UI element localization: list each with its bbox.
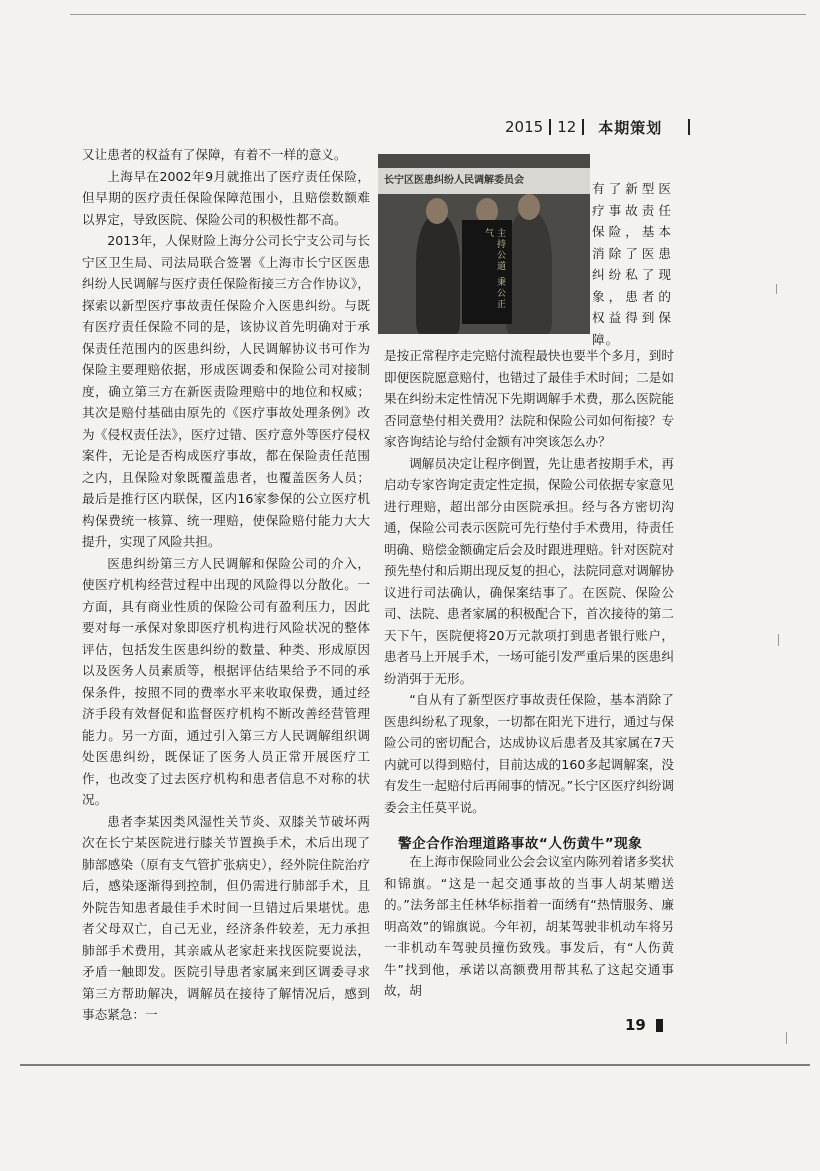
- page-number-text: 19: [625, 1016, 646, 1034]
- header-divider: [582, 119, 584, 135]
- header-year: 2015: [505, 118, 544, 136]
- header-divider: [549, 119, 551, 135]
- bottom-rule: [20, 1064, 810, 1066]
- header-end-bar: [688, 119, 690, 135]
- header-issue: 12: [557, 118, 577, 136]
- page-number: [625, 1016, 663, 1034]
- silk-banner: 主持公道 秉公正气: [462, 220, 512, 324]
- left-column: [82, 144, 370, 1026]
- section-heading: 警企合作治理道路事故“人伤黄牛”现象: [398, 836, 643, 852]
- photo-person-right: [506, 212, 552, 334]
- paragraph: 是按正常程序走完赔付流程最快也要半个多月，到时即便医院愿意赔付，也错过了最佳手术时间；二是如果在纠纷未定性情况下先期调解手术费，那么医院能否同意垫付相关费用？法院和保险公司如何衔接？专家咨询结论与给付金额有冲突该怎么办？: [384, 348, 674, 449]
- photo-head-right: [518, 194, 540, 220]
- article-photo: [378, 154, 590, 334]
- paragraph: “自从有了新型医疗事故责任保险，基本消除了医患纠纷私了现象，一切都在阳光下进行，通过与保险公司的密切配合，达成协议后患者及其家属在7天内就可以得到赔付，目前达成的160多起调解案，没有发生一起赔付后再闹事的情况。”长宁区医疗纠纷调委会主任莫平说。: [384, 692, 674, 815]
- scan-mark: [786, 1032, 787, 1044]
- paragraph: 在上海市保险同业公会会议室内陈列着诸多奖状和锦旗。“这是一起交通事故的当事人胡某赠送的。”法务部主任林华标指着一面绣有“热情服务、廉明高效”的锦旗说。今年初，胡某驾驶非机动车将另一非机动车驾驶员撞伤致残。事发后，有“人伤黄牛”找到他，承诺以高额费用帮其私了这起交通事故，胡: [384, 854, 674, 998]
- paragraph: 医患纠纷第三方人民调解和保险公司的介入，使医疗机构经营过程中出现的风险得以分散化。一方面，具有商业性质的保险公司有盈利压力，因此要对每一承保对象即医疗机构进行风险状况的整体评估，包括发生医患纠纷的数量、种类、形成原因以及医务人员素质等，根据评估结果给予不同的承保条件，按照不同的费率水平来收取保费，通过经济手段有效督促和监督医疗机构不断改善经营管理能力。另一方面，通过引入第三方人民调解组织调处医患纠纷，既保证了医务人员正常开展医疗工作，也改变了过去医疗机构和患者信息不对称的状况。: [82, 555, 370, 807]
- right-column-after-heading: [384, 851, 674, 1002]
- paragraph: 2013年，人保财险上海分公司长宁支公司与长宁区卫生局、司法局联合签署《上海市长宁区医患纠纷人民调解与医疗责任保险衔接三方合作协议》，探索以新型医疗事故责任保险介入医患纠纷。与既有医疗责任保险不同的是，该协议首先明确对于承保责任范围内的医患纠纷，人民调解协议书可作为保险主要理赔依据，形成医调委和保险公司对接制度，确立第三方在新医责险理赔中的地位和权威；其次是赔付基础由原先的《医疗事故处理条例》改为《侵权责任法》，医疗过错、医疗意外等医疗侵权案件，无论是否构成医疗事故，都在保险责任范围之内，且保险对象既覆盖患者，也覆盖医务人员；最后是推行区内联保，区内16家参保的公立医疗机构保费统一核算、统一理赔，使保险赔付能力大大提升，实现了风险共担。: [82, 233, 370, 549]
- top-rule: [70, 14, 806, 15]
- right-column: [384, 345, 674, 818]
- paragraph: 患者李某因类风湿性关节炎、双膝关节破坏两次在长宁某医院进行膝关节置换手术，术后出现了肺部感染（原有支气管扩张病史），经外院住院治疗后，感染逐渐得到控制，但仍需进行肺部手术，且外院告知患者最佳手术时间一旦错过后果堪忧。患者父母双亡，自己无业，经济条件较差，无力承担肺部手术费用，其亲戚从老家赶来找医院要说法，矛盾一触即发。医院引导患者家属来到区调委寻求第三方帮助解决，调解员在接待了解情况后，感到事态紧急：一: [82, 813, 370, 1022]
- scan-mark: [776, 284, 777, 294]
- page-number-block: [656, 1019, 663, 1032]
- photo-caption: 有了新型医疗事故责任保险，基本消除了医患纠纷私了现象，患者的权益得到保障。: [592, 181, 672, 347]
- running-header: [505, 116, 690, 138]
- paragraph: 上海早在2002年9月就推出了医疗责任保险，但早期的医疗责任保险保障范围小，且赔偿数额难以界定，导致医院、保险公司的积极性都不高。: [82, 168, 370, 227]
- paragraph: 调解员决定让程序倒置，先让患者按期手术，再启动专家咨询定责定性定损，保险公司依据专家意见进行理赔，超出部分由医院承担。经与各方密切沟通，保险公司表示医院可先行垫付手术费用，待责任明确、赔偿金额确定后会及时跟进理赔。针对医院对预先垫付和后期出现反复的担心，法院同意对调解协议进行司法确认，确保案结事了。在医院、保险公司、法院、患者家属的积极配合下，首次接待的第二天下午，医院便将20万元款项打到患者银行账户，患者马上开展手术，一场可能引发严重后果的医患纠纷消弭于无形。: [384, 455, 674, 686]
- photo-head-left: [426, 198, 448, 224]
- paragraph: 又让患者的权益有了保障，有着不一样的意义。: [82, 147, 347, 162]
- scan-mark: [778, 634, 779, 646]
- header-section: 本期策划: [598, 118, 663, 137]
- photo-person-left: [416, 216, 460, 334]
- photo-banner-text: 长宁区医患纠纷人民调解委员会: [378, 168, 590, 194]
